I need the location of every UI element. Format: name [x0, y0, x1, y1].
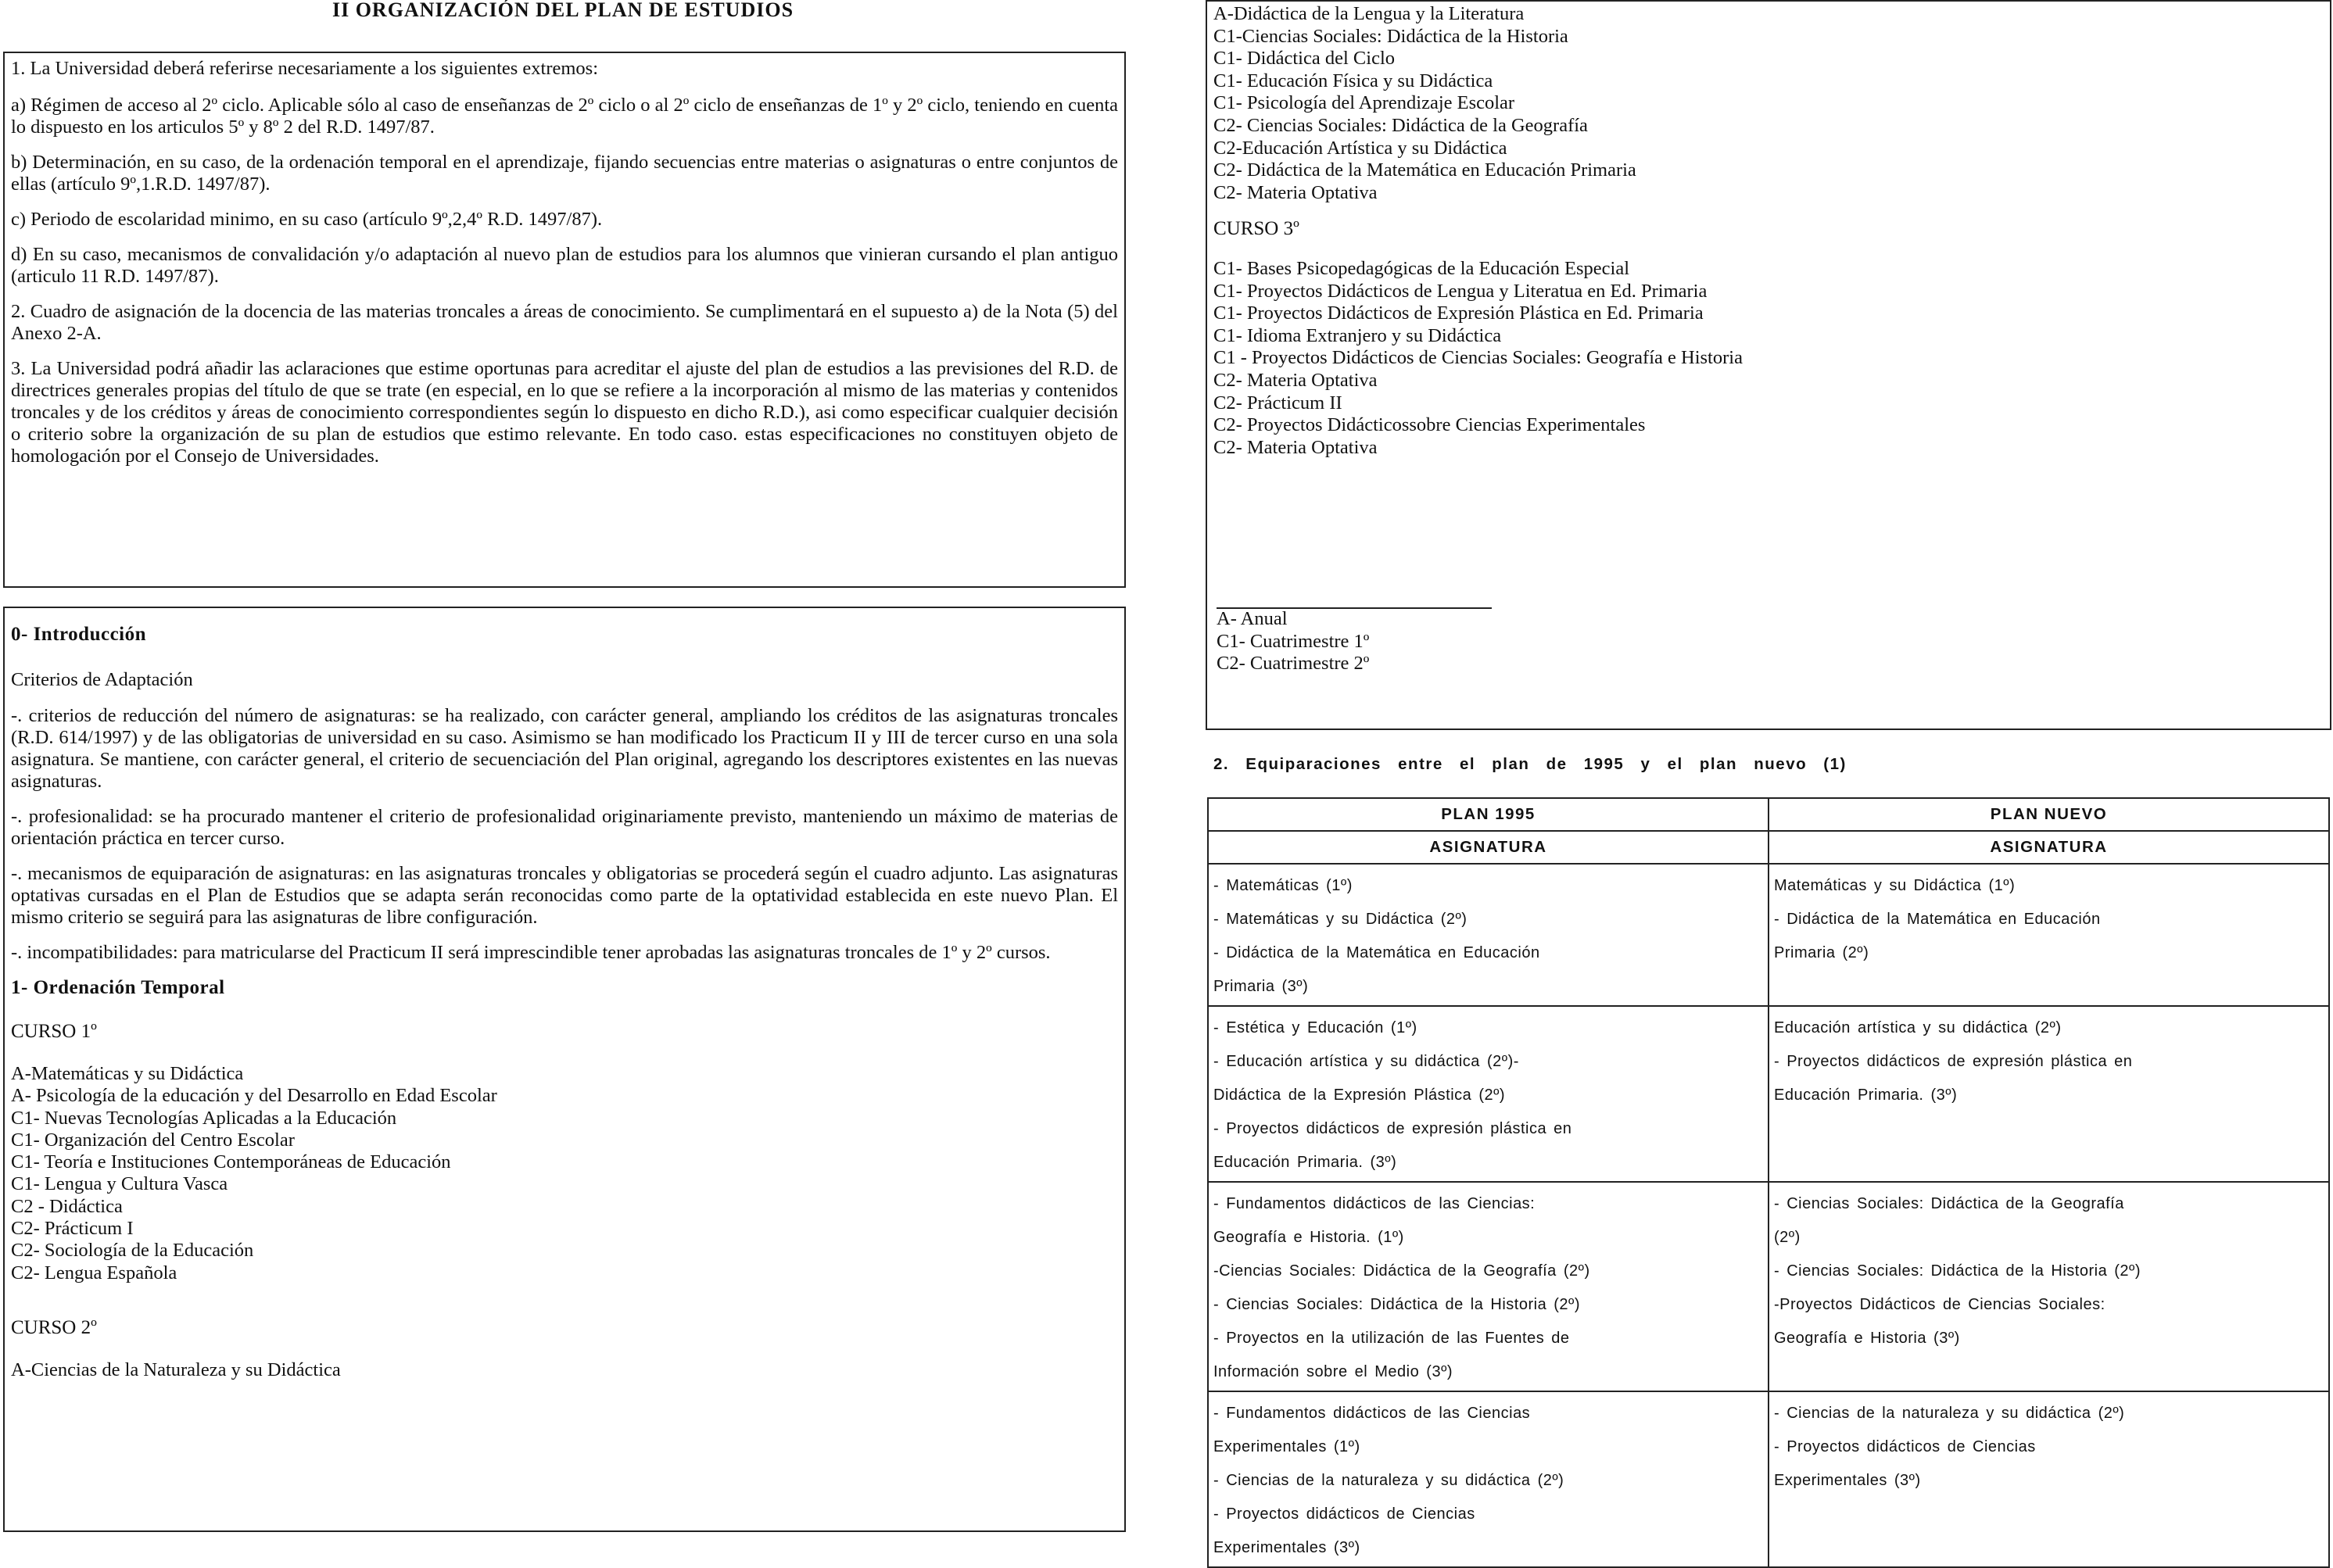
page-title: II ORGANIZACIÓN DEL PLAN DE ESTUDIOS: [331, 0, 794, 21]
cell-line: Educación artística y su didáctica (2º): [1774, 1019, 2062, 1036]
old-plan-cell: [1208, 1182, 1769, 1391]
curso2-title: CURSO 2º: [11, 1316, 97, 1338]
equivalences-title: 2. Equiparaciones entre el plan de 1995 y el plan nuevo (1): [1213, 755, 1847, 773]
list-item: A- Psicología de la educación y del Desarrollo en Edad Escolar: [11, 1085, 497, 1107]
new-plan-cell: [1769, 1391, 2329, 1567]
list-item: C2- Materia Optativa: [1213, 369, 1378, 391]
new-plan-cell: [1769, 1182, 2329, 1391]
cell-line: - Matemáticas y su Didáctica (2º): [1213, 911, 1468, 928]
list-item: C1- Lengua y Cultura Vasca: [11, 1173, 228, 1195]
cell-line: Primaria (3º): [1213, 978, 1309, 995]
list-item: C1- Idioma Extranjero y su Didáctica: [1213, 324, 1502, 346]
requirements-box: [3, 52, 1126, 588]
list-item: C2- Proyectos Didácticossobre Ciencias Experimentales: [1213, 414, 1646, 436]
list-item: C1- Didáctica del Ciclo: [1213, 48, 1395, 70]
cell-line: - Ciencias Sociales: Didáctica de la Historia (2º): [1774, 1262, 2141, 1280]
old-plan-cell: [1208, 1006, 1769, 1182]
table-header-row: [1208, 798, 2329, 831]
column-subheader: ASIGNATURA: [1769, 831, 2329, 864]
cell-line: (2º): [1774, 1229, 1801, 1246]
cell-line: Geografía e Historia. (1º): [1213, 1229, 1404, 1246]
cell-line: Experimentales (3º): [1774, 1472, 1921, 1489]
list-item: C1 - Proyectos Didácticos de Ciencias Sociales: Geografía e Historia: [1213, 347, 1743, 369]
column-subheader: ASIGNATURA: [1208, 831, 1769, 864]
cell-line: Educación Primaria. (3º): [1774, 1087, 1958, 1104]
requirement-c: c) Periodo de escolaridad minimo, en su caso (artículo 9º,2,4º R.D. 1497/87).: [11, 209, 603, 230]
cell-line: - Didáctica de la Matemática en Educación: [1774, 911, 2101, 928]
cell-line: -Ciencias Sociales: Didáctica de la Geografía (2º): [1213, 1262, 1590, 1280]
cell-line: Información sobre el Medio (3º): [1213, 1363, 1453, 1380]
curso3-list: [1213, 258, 2324, 459]
criteria-incompatibilities: -. incompatibilidades: para matricularse del Practicum II será imprescindible tener aprobadas las asignaturas troncales de 1º y 2º cursos.: [11, 942, 1051, 963]
list-item: A-Didáctica de la Lengua y la Literatura: [1213, 3, 1525, 24]
table-row: [1208, 1391, 2329, 1567]
course-plan-box: [1206, 0, 2331, 730]
curso3-title: CURSO 3º: [1213, 218, 1299, 240]
criteria-reduction: -. criterios de reducción del número de asignaturas: se ha realizado, con carácter general, ampliando los créditos de las asignaturas troncales (R.D. 614/1997) y de las obligatorias de universidad en su caso. Asimismo se han modificado los Practicum II y III de tercer curso en una sola asignatura. Se mantiene, con carácter general, el criterio de secuenciación del Plan original, agregando los descriptores existentes en las nuevas asignaturas.: [11, 705, 1118, 792]
cell-line: - Proyectos didácticos de expresión plástica en: [1774, 1053, 2133, 1070]
cell-line: - Proyectos didácticos de expresión plástica en: [1213, 1120, 1572, 1137]
equivalences-table: [1207, 797, 2330, 1568]
new-plan-cell: [1769, 1006, 2329, 1182]
list-item: C2- Sociología de la Educación: [11, 1240, 254, 1262]
list-item: C2- Ciencias Sociales: Didáctica de la Geografía: [1213, 114, 1588, 136]
requirement-b: b) Determinación, en su caso, de la ordenación temporal en el aprendizaje, fijando secuencias entre materias o asignaturas o entre conjuntos de ellas (artículo 9º,1.R.D. 1497/87).: [11, 152, 1118, 195]
cell-line: -Proyectos Didácticos de Ciencias Sociales:: [1774, 1296, 2105, 1313]
requirements-intro: 1. La Universidad deberá referirse necesariamente a los siguientes extremos:: [11, 58, 599, 79]
table-row: [1208, 1182, 2329, 1391]
list-item: C1- Bases Psicopedagógicas de la Educación Especial: [1213, 257, 1630, 279]
list-item: C1- Organización del Centro Escolar: [11, 1129, 295, 1151]
cell-line: Experimentales (1º): [1213, 1438, 1360, 1455]
table-row: [1208, 1006, 2329, 1182]
cell-line: - Matemáticas (1º): [1213, 877, 1353, 894]
list-item: C2-Educación Artística y su Didáctica: [1213, 137, 1507, 159]
list-item: C1- Nuevas Tecnologías Aplicadas a la Educación: [11, 1107, 397, 1129]
list-item: C2- Materia Optativa: [1213, 436, 1378, 458]
legend-item: C1- Cuatrimestre 1º: [1217, 630, 1370, 652]
cell-line: - Ciencias Sociales: Didáctica de la Geografía: [1774, 1195, 2124, 1212]
cell-line: Didáctica de la Expresión Plástica (2º): [1213, 1087, 1506, 1104]
cell-line: - Fundamentos didácticos de las Ciencias:: [1213, 1195, 1536, 1212]
cell-line: - Ciencias de la naturaleza y su didáctica (2º): [1774, 1405, 2125, 1422]
curso1-title: CURSO 1º: [11, 1021, 97, 1042]
cell-line: Matemáticas y su Didáctica (1º): [1774, 877, 2016, 894]
table-subheader-row: [1208, 831, 2329, 864]
table-row: [1208, 864, 2329, 1006]
criteria-professionalism: -. profesionalidad: se ha procurado mantener el criterio de profesionalidad originariamente previsto, manteniendo un máximo de materias de orientación práctica en tercer curso.: [11, 806, 1118, 849]
cell-line: Geografía e Historia (3º): [1774, 1330, 1960, 1347]
requirement-a: a) Régimen de acceso al 2º ciclo. Aplicable sólo al caso de enseñanzas de 2º ciclo o al 2º ciclo de enseñanzas de 1º y 2º ciclo, teniendo en cuenta lo dispuesto en los articulos 5º y 8º 2 del R.D. 1497/87.: [11, 95, 1118, 138]
list-item: C2- Materia Optativa: [1213, 181, 1378, 203]
cell-line: - Proyectos didácticos de Ciencias: [1774, 1438, 2036, 1455]
column-header-plan-nuevo: PLAN NUEVO: [1769, 798, 2329, 831]
cell-line: Primaria (2º): [1774, 944, 1869, 961]
cell-line: - Proyectos en la utilización de las Fuentes de: [1213, 1330, 1570, 1347]
curso2-first-item: A-Ciencias de la Naturaleza y su Didáctica: [11, 1359, 341, 1380]
introduction-box: [3, 607, 1126, 1532]
legend: [1217, 608, 1369, 675]
cell-line: - Ciencias Sociales: Didáctica de la Historia (2º): [1213, 1296, 1581, 1313]
list-item: C1-Ciencias Sociales: Didáctica de la Historia: [1213, 25, 1568, 47]
list-item: C1- Proyectos Didácticos de Expresión Plástica en Ed. Primaria: [1213, 303, 1704, 324]
column-header-plan-1995: PLAN 1995: [1208, 798, 1769, 831]
curso1-list: [11, 1063, 1118, 1284]
list-item: A-Matemáticas y su Didáctica: [11, 1063, 244, 1084]
cell-line: Educación Primaria. (3º): [1213, 1154, 1397, 1171]
cell-line: - Educación artística y su didáctica (2º)-: [1213, 1053, 1519, 1070]
list-item: C1- Proyectos Didácticos de Lengua y Literatua en Ed. Primaria: [1213, 280, 1708, 302]
requirement-3: 3. La Universidad podrá añadir las aclaraciones que estime oportunas para acreditar el ajuste del plan de estudios a las previsiones del R.D. de directrices generales propias del título de que se trate (en especial, en lo que se refiere a la incorporación al mismo de las materias y contenidos troncales y de los créditos y áreas de conocimiento correspondientes según lo dispuesto en dicho R.D.), asi como especificar cualquier decisión o criterio sobre la organización de su plan de estudios que estimo relevante. En todo caso. estas especificaciones no constituyen objeto de homologación por el Consejo de Universidades.: [11, 358, 1118, 467]
cell-line: - Fundamentos didácticos de las Ciencias: [1213, 1405, 1531, 1422]
criteria-equivalence: -. mecanismos de equiparación de asignaturas: en las asignaturas troncales y obligatorias se procederá según el cuadro adjunto. Las asignaturas optativas cursadas en el Plan de Estudios que se adapta serán reconocidas como parte de la optatividad establecida en este nuevo Plan. El mismo criterio se seguirá para las asignaturas de libre configuración.: [11, 863, 1118, 928]
list-item: C1- Educación Física y su Didáctica: [1213, 70, 1493, 91]
cell-line: - Ciencias de la naturaleza y su didáctica (2º): [1213, 1472, 1564, 1489]
list-item: C2- Prácticum I: [11, 1218, 134, 1240]
cell-line: - Proyectos didácticos de Ciencias: [1213, 1505, 1475, 1523]
old-plan-cell: [1208, 864, 1769, 1006]
legend-item: A- Anual: [1217, 608, 1288, 629]
requirement-2: 2. Cuadro de asignación de la docencia de las materias troncales a áreas de conocimiento. Se cumplimentará en el supuesto a) de la Nota (5) del Anexo 2-A.: [11, 301, 1118, 344]
criteria-title: Criterios de Adaptación: [11, 669, 193, 690]
list-item: C2- Didáctica de la Matemática en Educación Primaria: [1213, 159, 1636, 181]
cell-line: Experimentales (3º): [1213, 1539, 1360, 1556]
list-item: C1- Teoría e Instituciones Contemporáneas de Educación: [11, 1151, 451, 1173]
list-item: C1- Psicología del Aprendizaje Escolar: [1213, 92, 1515, 114]
old-plan-cell: [1208, 1391, 1769, 1567]
cell-line: - Didáctica de la Matemática en Educación: [1213, 944, 1540, 961]
curso2-list: [1213, 3, 2324, 204]
list-item: C2 - Didáctica: [11, 1195, 123, 1217]
new-plan-cell: [1769, 864, 2329, 1006]
cell-line: - Estética y Educación (1º): [1213, 1019, 1417, 1036]
section-heading-temporal: 1- Ordenación Temporal: [11, 977, 225, 998]
requirement-d: d) En su caso, mecanismos de convalidación y/o adaptación al nuevo plan de estudios para los alumnos que vinieran cursando el plan antiguo (articulo 11 R.D. 1497/87).: [11, 244, 1118, 287]
legend-item: C2- Cuatrimestre 2º: [1217, 653, 1370, 675]
list-item: C2- Prácticum II: [1213, 392, 1342, 413]
list-item: C2- Lengua Española: [11, 1262, 177, 1283]
section-heading-introduction: 0- Introducción: [11, 624, 147, 645]
